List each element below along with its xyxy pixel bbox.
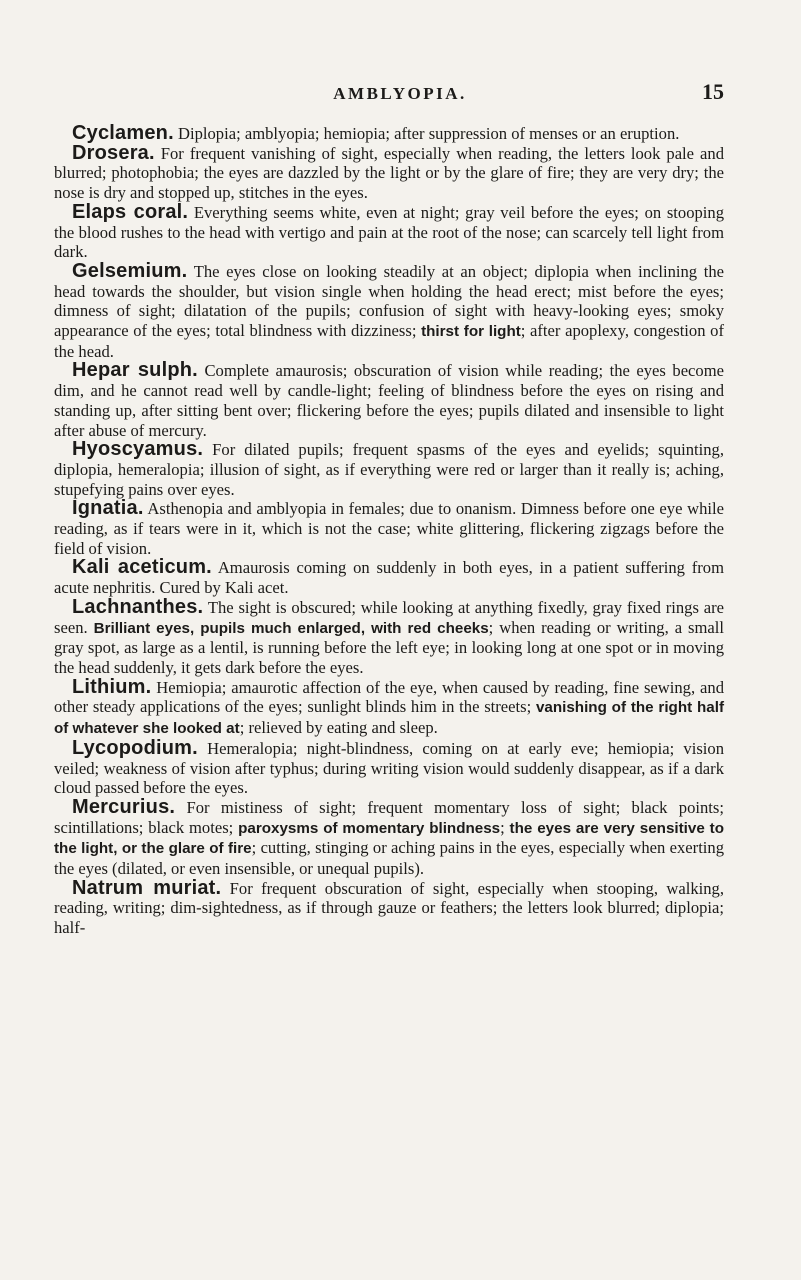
entry-text: Amaurosis coming on suddenly in both eyes, in a patient suffering from acute nephritis. Cured by Kali acet. <box>54 558 724 598</box>
remedy-name: Kali aceticum. <box>72 556 212 579</box>
remedy-entry <box>54 141 724 203</box>
remedy-name: Natrum muriat. <box>72 876 222 899</box>
entry-text: Everything seems white, even at night; gray veil before the eyes; on stooping the blood rushes to the head with vertigo and pain at the root of the nose; can scarcely tell light from dark. <box>54 202 724 262</box>
remedy-name: Hepar sulph. <box>72 359 198 382</box>
remedy-name: Lachnanthes. <box>72 595 204 618</box>
entry-text: For frequent vanishing of sight, especially when reading, the letters look pale and blurred; photophobia; the eyes are dazzled by the light or by the glare of fire; they are very dry; the nose is dry and stopped up, stitches in the eyes. <box>54 143 724 203</box>
page-header <box>0 79 801 108</box>
page-number: 15 <box>702 79 724 104</box>
remedy-entry <box>54 200 724 262</box>
remedy-name: Ignatia. <box>72 497 144 520</box>
emphasized-symptom: Brilliant eyes, pupils much enlarged, with red cheeks <box>93 619 489 637</box>
remedy-name: Hyoscyamus. <box>72 438 204 461</box>
entry-text: ; when reading or writing, a small gray spot, as large as a lentil, is running before the left eye; in looking long at one spot or in moving the head suddenly, it gets dark before the eyes. <box>54 617 724 677</box>
entry-text: The sight is obscured; while looking at anything fixedly, gray fixed rings are seen. <box>54 597 724 637</box>
remedy-name: Elaps coral. <box>72 200 189 223</box>
entry-text: Hemeralopia; night-blindness, coming on at early eve; hemiopia; vision veiled; weakness of vision after typhus; during writing vision would suddenly disappear, as if a dark cloud passed before the eyes. <box>54 738 724 798</box>
entry-text: Diplopia; amblyopia; hemiopia; after suppression of menses or an eruption. <box>173 124 680 143</box>
entry-text: For frequent obscuration of sight, especially when stooping, walking, reading, writing; dim-sightedness, as if through gauze or feathers; the letters look blurred; diplopia; half- <box>54 878 724 938</box>
entry-text: The eyes close on looking steadily at an object; diplopia when inclining the head towards the shoulder, but vision single when holding the head erect; mist before the eyes; dimness of sight; dilatation of the pupils; confusion of sight with heavy-looking eyes; smoky appearance of the eyes; total blindness with dizziness; <box>54 261 724 341</box>
entry-text: ; cutting, stinging or aching pains in the eyes, especially when exerting the eyes (dilated, or even insensible, or unequal pupils). <box>54 838 725 879</box>
entry-text: Hemiopia; amaurotic affection of the eye, when caused by reading, fine sewing, and other steady applications of the eyes; sunlight blinds him in the streets; <box>54 677 724 717</box>
remedy-entry <box>54 361 724 440</box>
emphasized-symptom: thirst for light <box>421 323 521 341</box>
entry-text: Complete amaurosis; obscuration of vision while reading; the eyes become dim, and he cannot read well by candle-light; feeling of blindness before the eyes on rising and standing up, after sitting bent over; flickering before the eyes; pupils dilated and insensible to light after abuse of mercury. <box>54 361 724 440</box>
emphasized-symptom: paroxysms of momentary blindness <box>238 819 501 837</box>
text-body <box>54 124 724 938</box>
remedy-entry <box>54 595 724 678</box>
remedy-entry <box>54 558 724 597</box>
running-head: AMBLYOPIA. <box>333 84 467 103</box>
remedy-entry <box>54 795 725 879</box>
entry-text: Asthenopia and amblyopia in females; due to onanism. Dimness before one eye while reading, as if tears were in it, which is not the case; white glittering, flickering zigzags before the field of vision. <box>54 499 724 558</box>
remedy-name: Mercurius. <box>72 795 176 818</box>
entry-text: For dilated pupils; frequent spasms of the eyes and eyelids; squinting, diplopia, hemeralopia; illusion of sight, as if everything were red or larger than it really is; aching, stupefying pains over eyes. <box>54 440 724 499</box>
remedy-entry <box>54 440 724 499</box>
remedy-entry <box>54 736 724 798</box>
remedy-name: Lithium. <box>72 675 152 698</box>
remedy-entry <box>54 259 724 362</box>
remedy-entry <box>54 499 724 558</box>
entry-text: For mistiness of sight; frequent momentary loss of sight; black points; scintillations; black motes; <box>54 797 724 837</box>
remedy-name: Lycopodium. <box>72 736 198 759</box>
entry-text: ; relieved by eating and sleep. <box>239 718 438 738</box>
remedy-name: Cyclamen. <box>72 122 174 144</box>
remedy-name: Drosera. <box>72 141 155 164</box>
remedy-name: Gelsemium. <box>72 259 188 282</box>
entry-text: ; after apoplexy, congestion of the head. <box>54 321 724 361</box>
emphasized-symptom: the eyes are very sensitive to the light, or the glare of fire <box>54 819 725 858</box>
entry-text: ; <box>500 817 510 837</box>
emphasized-symptom: vanishing of the right half of whatever she looked at <box>54 699 724 738</box>
remedy-entry <box>54 675 724 739</box>
remedy-entry <box>54 876 724 938</box>
